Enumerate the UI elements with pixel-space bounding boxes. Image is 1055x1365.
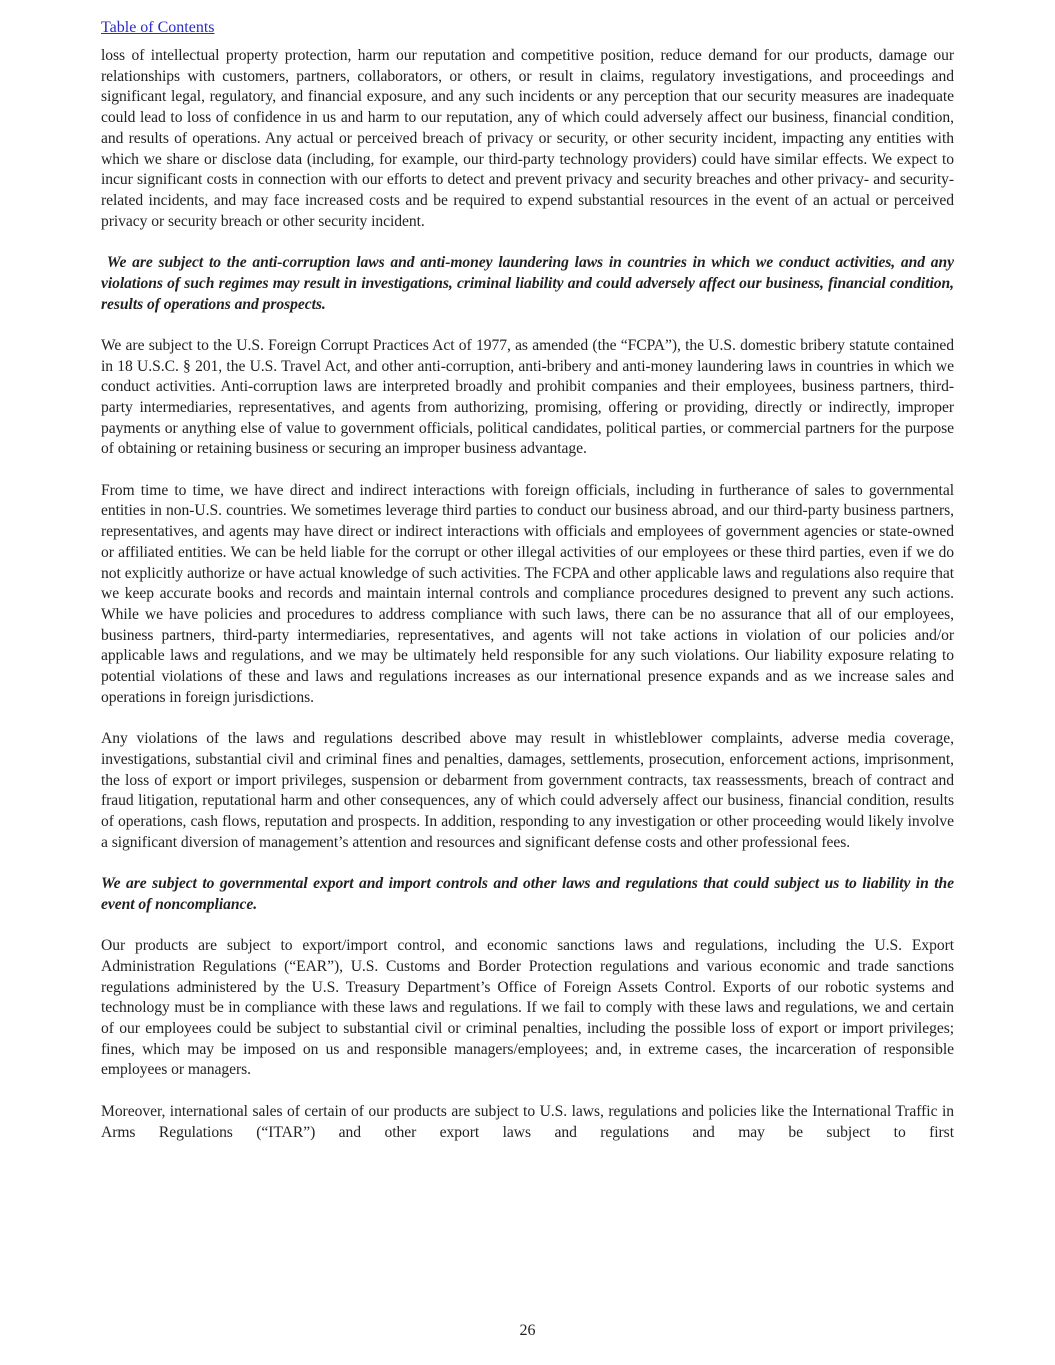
table-of-contents-link[interactable]: Table of Contents <box>101 19 215 36</box>
paragraph-foreign-officials: From time to time, we have direct and indirect interactions with foreign officials, including in furtherance of sales to governmental entities in non-U.S. countries. We sometimes leverage third parties to conduct our business abroad, and our third-party business partners, representatives, and agents may have direct or indirect interactions with officials and employees of government agencies or state-owned or affiliated entities. We can be held liable for the corrupt or other illegal activities of our employees or these third parties, even if we do not explicitly authorize or have actual knowledge of such activities. The FCPA and other applicable laws and regulations also require that we keep accurate books and records and maintain internal controls and compliance procedures designed to prevent any such actions. While we have policies and procedures to address compliance with such laws, there can be no assurance that all of our employees, business partners, third-party intermediaries, representatives, and agents will not take actions in violation of our policies and/or applicable laws and regulations, and we may be ultimately held responsible for any such violations. Our liability exposure relating to potential violations of these and laws and regulations increases as our international presence expands and as we increase sales and operations in foreign jurisdictions. <box>101 481 954 706</box>
paragraph-fcpa: We are subject to the U.S. Foreign Corrupt Practices Act of 1977, as amended (the “FCPA”), the U.S. domestic bribery statute contained in 18 U.S.C. § 201, the U.S. Travel Act, and other anti-corruption, anti-bribery and anti-money laundering laws in countries in which we conduct activities. Anti-corruption laws are interpreted broadly and prohibit companies and their employees, business partners, third-party intermediaries, representatives, and agents from authorizing, promising, offering or providing, directly or indirectly, improper payments or anything else of value to government officials, political candidates, political parties, or commercial partners for the purpose of obtaining or retaining business or securing an improper business advantage. <box>101 336 954 458</box>
paragraph-itar: Moreover, international sales of certain of our products are subject to U.S. laws, regulations and policies like the International Traffic in Arms Regulations (“ITAR”) and other export laws and regulations and may be subject to first <box>101 1102 954 1141</box>
risk-heading-anti-corruption: We are subject to the anti-corruption laws and anti-money laundering laws in countries in which we conduct activities, and any violations of such regimes may result in investigations, criminal liability and could adversely affect our business, financial condition, results of operations and prospects. <box>101 254 954 313</box>
document-body <box>101 46 954 1164</box>
paragraph-export-import-control: Our products are subject to export/import control, and economic sanctions laws and regulations, including the U.S. Export Administration Regulations (“EAR”), U.S. Customs and Border Protection regulations and various economic and trade sanctions regulations administered by the U.S. Treasury Department’s Office of Foreign Assets Control. Exports of our robotic systems and technology must be in compliance with these laws and regulations. If we fail to comply with these laws and regulations, we and certain of our employees could be subject to substantial civil or criminal penalties, including the possible loss of export or import privileges; fines, which may be imposed on us and responsible managers/employees; and, in extreme cases, the incarceration of responsible employees or managers. <box>101 937 954 1079</box>
risk-heading-export-controls: We are subject to governmental export and import controls and other laws and regulations that could subject us to liability in the event of noncompliance. <box>101 875 954 913</box>
page-number: 26 <box>519 1322 536 1339</box>
paragraph-privacy-breach: loss of intellectual property protection, harm our reputation and competitive position, reduce demand for our products, damage our relationships with customers, partners, collaborators, or others, or result in claims, regulatory investigations, and proceedings and significant legal, regulatory, and financial exposure, and any such incidents or any perception that our security measures are inadequate could lead to loss of confidence in us and harm to our reputation, any of which could adversely affect our business, financial condition, and results of operations. Any actual or perceived breach of privacy or security, or other security incident, impacting any entities with which we share or disclose data (including, for example, our third-party technology providers) could have similar effects. We expect to incur significant costs in connection with our efforts to detect and prevent privacy and security breaches and other privacy- and security-related incidents, and may face increased costs and be required to expend substantial resources in the event of an actual or perceived privacy or security breach or other security incident. <box>101 47 954 230</box>
paragraph-violations-consequences: Any violations of the laws and regulations described above may result in whistleblower complaints, adverse media coverage, investigations, substantial civil and criminal fines and penalties, damages, settlements, prosecution, enforcement actions, imprisonment, the loss of export or import privileges, suspension or debarment from government contracts, tax reassessments, breach of contract and fraud litigation, reputational harm and other consequences, any of which could adversely affect our business, financial condition, results of operations, cash flows, reputation and prospects. In addition, responding to any investigation or other proceeding would likely involve a significant diversion of management’s attention and resources and significant defense costs and other professional fees. <box>101 730 954 851</box>
